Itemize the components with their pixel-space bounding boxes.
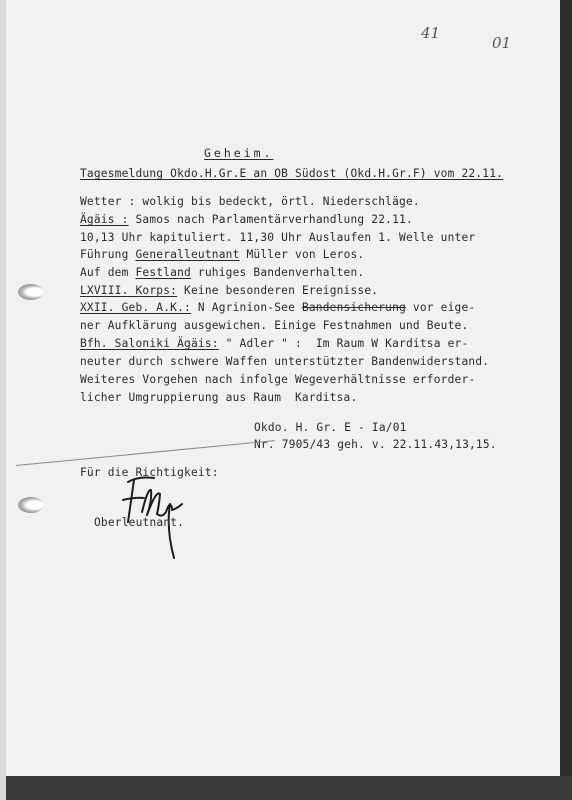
document-page <box>6 0 562 792</box>
mainland-line <box>80 266 364 279</box>
scan-edge-bottom <box>6 776 572 800</box>
aegaeis-line <box>80 213 413 226</box>
punch-hole-bottom <box>18 497 44 513</box>
punch-hole-top <box>18 284 44 300</box>
leadership-text-a: Führung <box>80 248 136 261</box>
corps-lxviii-label: LXVIII. Korps: <box>80 284 178 297</box>
resistance-line: neuter durch schwere Waffen unterstützter Bandenwiderstand. <box>80 355 490 368</box>
saloniki-text: " Adler " : Im Raum W Karditsa er- <box>218 337 469 350</box>
reconnaissance-line: ner Aufklärung ausgewichen. Einige Festnahmen und Beute. <box>80 319 469 332</box>
corps-lxviii-text: Keine besonderen Ereignisse. <box>177 284 379 297</box>
festland-word: Festland <box>135 266 191 279</box>
struck-word: Bandensicherung <box>301 301 406 314</box>
aegaeis-label: Ägäis : <box>80 213 129 226</box>
attestation-label: Für die Richtigkeit: <box>80 466 219 479</box>
capitulation-line: 10,13 Uhr kapituliert. 11,30 Uhr Auslaufen 1. Welle unter <box>80 231 476 244</box>
reference-number: Nr. 7905/43 geh. v. 22.11.43,13,15. <box>254 438 497 451</box>
folio-number-right: 01 <box>492 34 512 52</box>
saloniki-label: Bfh. Saloniki Ägäis: <box>80 337 219 350</box>
aegaeis-text: Samos nach Parlamentärverhandlung 22.11. <box>128 213 413 226</box>
weather-line: Wetter : wolkig bis bedeckt, örtl. Niederschläge. <box>80 195 420 208</box>
corps-xxii-line <box>80 301 475 314</box>
corps-xxii-text-a: N Agrinion-See <box>190 301 302 314</box>
signatory-rank: Oberleutnant. <box>94 516 185 529</box>
saloniki-line <box>80 337 468 350</box>
mainland-text-b: ruhiges Bandenverhalten. <box>190 266 365 279</box>
regrouping-line: licher Umgruppierung aus Raum Karditsa. <box>80 391 358 404</box>
folio-number-left: 41 <box>421 24 441 42</box>
report-subject: Tagesmeldung Okdo.H.Gr.E an OB Südost (Okd.H.Gr.F) vom 22.11. <box>80 167 504 180</box>
classification-heading: Geheim. <box>204 146 274 160</box>
reference-office: Okdo. H. Gr. E - Ia/01 <box>254 421 407 434</box>
corps-lxviii-line <box>80 284 378 297</box>
corps-xxii-text-b: vor eige- <box>405 301 476 314</box>
mainland-text-a: Auf dem <box>80 266 136 279</box>
leadership-text-b: Müller von Leros. <box>239 248 365 261</box>
corps-xxii-label: XXII. Geb. A.K.: <box>80 301 191 314</box>
leadership-line <box>80 248 364 261</box>
advance-line: Weiteres Vorgehen nach infolge Wegeverhältnisse erforder- <box>80 373 476 386</box>
scan-edge-right <box>560 0 572 800</box>
general-rank: Generalleutnant <box>135 248 240 261</box>
stray-pencil-line <box>16 440 275 466</box>
